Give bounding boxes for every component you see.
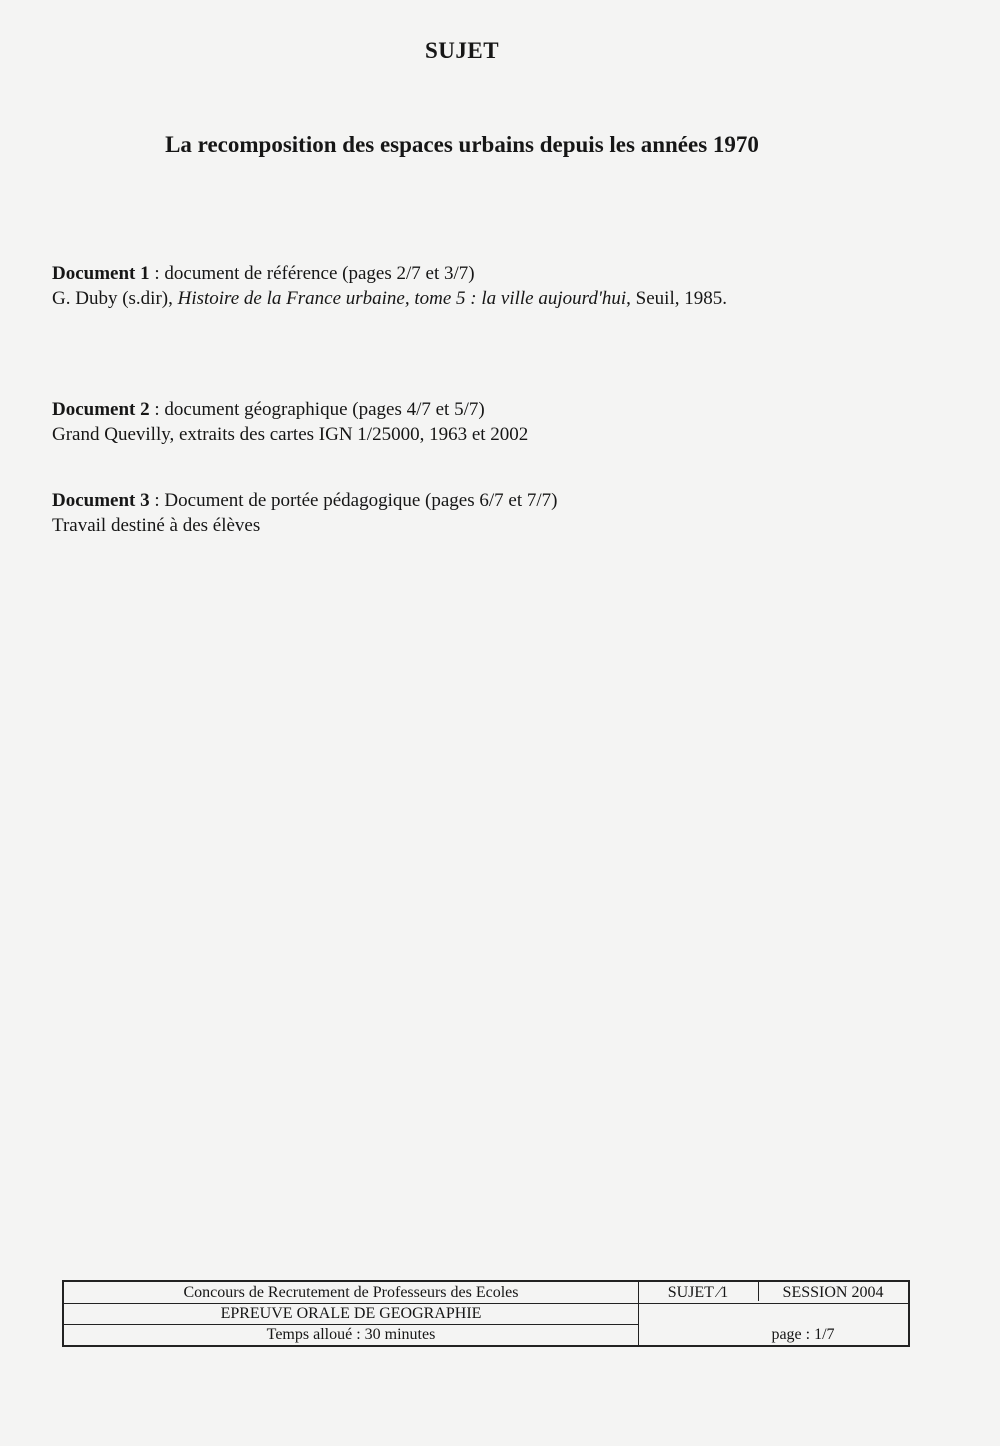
- footer-exam-name: Concours de Recrutement de Professeurs des Ecoles: [183, 1283, 519, 1301]
- footer-right-row-divider: [638, 1303, 908, 1304]
- document-3-entry: [52, 488, 932, 538]
- document-3-label: Document 3: [52, 490, 150, 511]
- document-1-reference-line: [52, 286, 932, 311]
- exam-footer-table: [62, 1280, 910, 1347]
- document-1-ref-publisher: , Seuil, 1985.: [626, 288, 727, 309]
- document-2-description: : document géographique (pages 4/7 et 5/7): [149, 399, 485, 420]
- document-2-heading-line: [52, 397, 932, 422]
- document-1-ref-author: G. Duby (s.dir),: [52, 288, 178, 309]
- footer-duration: Temps alloué : 30 minutes: [266, 1325, 436, 1343]
- document-1-label: Document 1: [52, 263, 150, 284]
- document-1-entry: [52, 261, 932, 311]
- footer-sujet: SUJET ⁄1: [667, 1283, 729, 1301]
- document-1-description: : document de référence (pages 2/7 et 3/7): [149, 263, 475, 284]
- footer-page-number: page : 1/7: [771, 1325, 835, 1343]
- document-1-ref-title: Histoire de la France urbaine, tome 5 : la ville aujourd'hui: [177, 288, 627, 309]
- document-main-title: La recomposition des espaces urbains depuis les années 1970: [165, 132, 759, 157]
- document-3-description: : Document de portée pédagogique (pages 6/7 et 7/7): [149, 490, 558, 511]
- document-3-heading-line: [52, 488, 932, 513]
- document-2-entry: [52, 397, 932, 447]
- document-2-reference-line: Grand Quevilly, extraits des cartes IGN 1/25000, 1963 et 2002: [52, 424, 529, 445]
- document-2-label: Document 2: [52, 399, 150, 420]
- footer-session: SESSION 2004: [782, 1283, 884, 1301]
- document-1-heading-line: [52, 261, 932, 286]
- footer-epreuve: EPREUVE ORALE DE GEOGRAPHIE: [220, 1304, 482, 1322]
- page-title: SUJET: [424, 38, 500, 63]
- document-3-reference-line: Travail destiné à des élèves: [52, 515, 261, 536]
